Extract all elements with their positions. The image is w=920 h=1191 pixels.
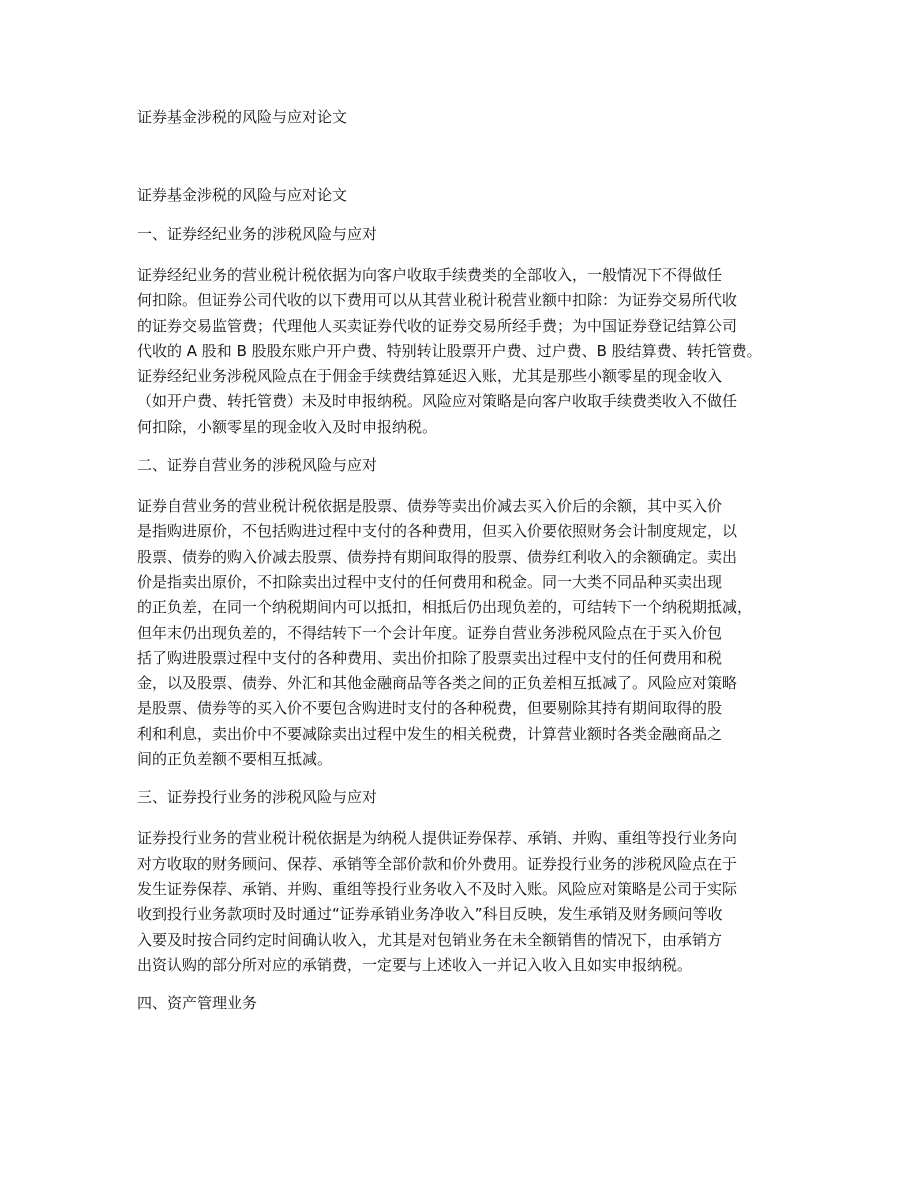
paragraph-line: 证券自营业务的营业税计税依据是股票、债券等卖出价减去买入价后的余额，其中买入价	[137, 497, 723, 516]
section-paragraph	[137, 263, 787, 440]
section-heading: 二、证券自营业务的涉税风险与应对	[137, 456, 378, 475]
paragraph-line: 收到投行业务款项时及时通过“证券承销业务净收入”科目反映，发生承销及财务顾问等收	[137, 905, 723, 924]
document-body	[137, 185, 787, 1032]
paragraph-line: 价是指卖出原价，不扣除卖出过程中支付的任何费用和税金。同一大类不同品种买卖出现	[137, 572, 723, 591]
paragraph-line: 证券经纪业务的营业税计税依据为向客户收取手续费类的全部收入，一般情况下不得做任	[137, 266, 723, 284]
paragraph-line: 利和利息，卖出价中不要减除卖出过程中发生的相关税费，计算营业额时各类金融商品之	[137, 724, 723, 743]
paragraph-line: 何扣除，小额零星的现金收入及时申报纳税。	[137, 417, 438, 436]
paragraph-line: 发生证券保荐、承销、并购、重组等投行业务收入不及时入账。风险应对策略是公司于实际	[137, 879, 738, 898]
paragraph-line: 金，以及股票、债券、外汇和其他金融商品等各类之间的正负差相互抵减了。风险应对策略	[137, 674, 738, 693]
paragraph-line: 括了购进股票过程中支付的各种费用、卖出价扣除了股票卖出过程中支付的任何费用和税	[137, 648, 723, 667]
section-heading: 四、资产管理业务	[137, 994, 258, 1013]
document-title: 证券基金涉税的风险与应对论文	[137, 108, 348, 126]
document-subtitle: 证券基金涉税的风险与应对论文	[137, 186, 348, 204]
paragraph-line: 证券经纪业务涉税风险点在于佣金手续费结算延迟入账，尤其是那些小额零星的现金收入	[137, 367, 723, 386]
section-paragraph	[137, 826, 787, 978]
paragraph-line: 代收的 A 股和 B 股股东账户开户费、特别转让股票开户费、过户费、B 股结算费、转托管费。	[137, 341, 762, 360]
paragraph-line: 的证券交易监管费；代理他人买卖证券代收的证券交易所经手费；为中国证券登记结算公司	[137, 316, 738, 335]
paragraph-line: 是股票、债券等的买入价不要包含购进时支付的各种税费，但要剔除其持有期间取得的股	[137, 699, 723, 718]
section-paragraph	[137, 494, 787, 772]
paragraph-line: 但年末仍出现负差的，不得结转下一个会计年度。证券自营业务涉税风险点在于买入价包	[137, 623, 723, 642]
paragraph-line: 入要及时按合同约定时间确认收入，尤其是对包销业务在未全额销售的情况下，由承销方	[137, 930, 723, 949]
paragraph-line: 的正负差，在同一个纳税期间内可以抵扣，相抵后仍出现负差的，可结转下一个纳税期抵减，	[137, 598, 753, 617]
paragraph-line: 是指购进原价，不包括购进过程中支付的各种费用，但买入价要依照财务会计制度规定，以	[137, 522, 738, 541]
paragraph-line: 出资认购的部分所对应的承销费，一定要与上述收入一并记入收入且如实申报纳税。	[137, 955, 693, 974]
paragraph-line: 间的正负差额不要相互抵减。	[137, 750, 333, 769]
paragraph-line: 股票、债券的购入价减去股票、债券持有期间取得的股票、债券红利收入的余额确定。卖出	[137, 547, 738, 566]
section-heading: 三、证券投行业务的涉税风险与应对	[137, 788, 378, 807]
paragraph-line: 证券投行业务的营业税计税依据是为纳税人提供证券保荐、承销、并购、重组等投行业务向	[137, 829, 738, 848]
paragraph-line: 对方收取的财务顾问、保荐、承销等全部价款和价外费用。证券投行业务的涉税风险点在于	[137, 854, 738, 873]
section-heading: 一、证券经纪业务的涉税风险与应对	[137, 225, 378, 243]
paragraph-line: （如开户费、转托管费）未及时申报纳税。风险应对策略是向客户收取手续费类收入不做任	[137, 392, 738, 411]
paragraph-line: 何扣除。但证券公司代收的以下费用可以从其营业税计税营业额中扣除：为证券交易所代收	[137, 291, 738, 310]
